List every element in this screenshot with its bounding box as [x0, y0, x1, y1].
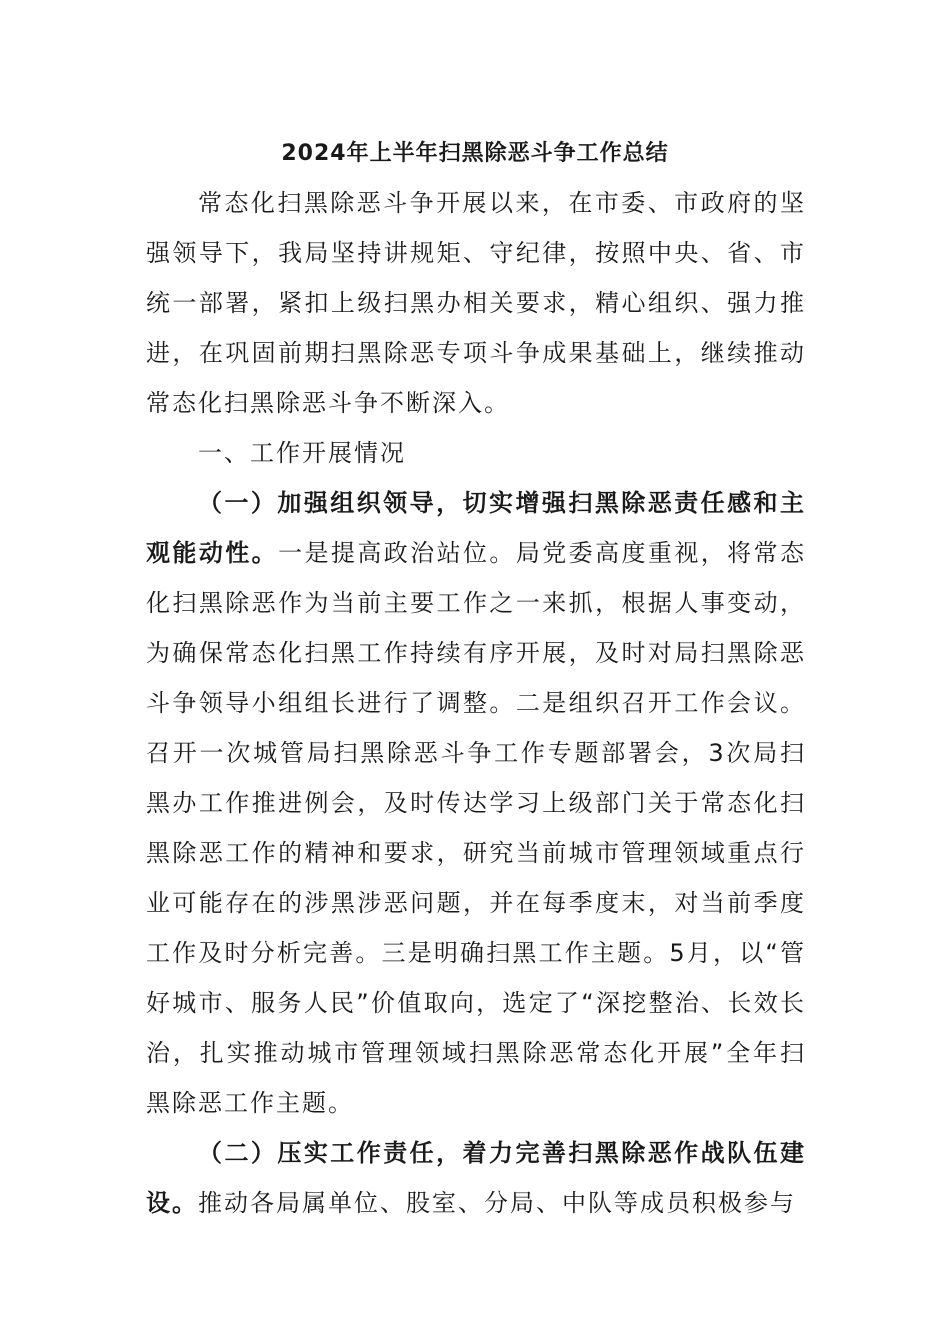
document-title: 2024年上半年扫黑除恶斗争工作总结 — [281, 141, 669, 166]
item-one-heading: （一）加强组织领导，切实增强扫黑除恶责任感和主观能动性。 — [146, 489, 806, 567]
item-two-paragraph — [146, 1128, 806, 1228]
item-one-paragraph — [146, 478, 806, 1128]
item-two-body: 推动各局属单位、股室、分局、中队等成员积极参与 — [198, 1189, 796, 1217]
section-heading: 一、工作开展情况 — [198, 439, 406, 467]
item-two-heading: （二）压实工作责任，着力完善扫黑除恶作战队伍建设。 — [146, 1139, 806, 1217]
item-one-body: 一是提高政治站位。局党委高度重视，将常态化扫黑除恶作为当前主要工作之一来抓，根据人事变动，为确保常态化扫黑工作持续有序开展，及时对局扫黑除恶斗争领导小组组长进行了调整。二是组织召开工作会议。召开一次城管局扫黑除恶斗争工作专题部署会，3次局扫黑办工作推进例会，及时传达学习上级部门关于常态化扫黑除恶工作的精神和要求，研究当前城市管理领域重点行业可能存在的涉黑涉恶问题，并在每季度末，对当前季度工作及时分析完善。三是明确扫黑工作主题。5月，以“管好城市、服务人民”价值取向，选定了“深挖整治、长效长治，扎实推动城市管理领域扫黑除恶常态化开展”全年扫黑除恶工作主题。 — [146, 539, 807, 1117]
intro-paragraph: 常态化扫黑除恶斗争开展以来，在市委、市政府的坚强领导下，我局坚持讲规矩、守纪律，按照中央、省、市统一部署，紧扣上级扫黑办相关要求，精心组织、强力推进，在巩固前期扫黑除恶专项斗争成果基础上，继续推动常态化扫黑除恶斗争不断深入。 — [146, 189, 806, 417]
